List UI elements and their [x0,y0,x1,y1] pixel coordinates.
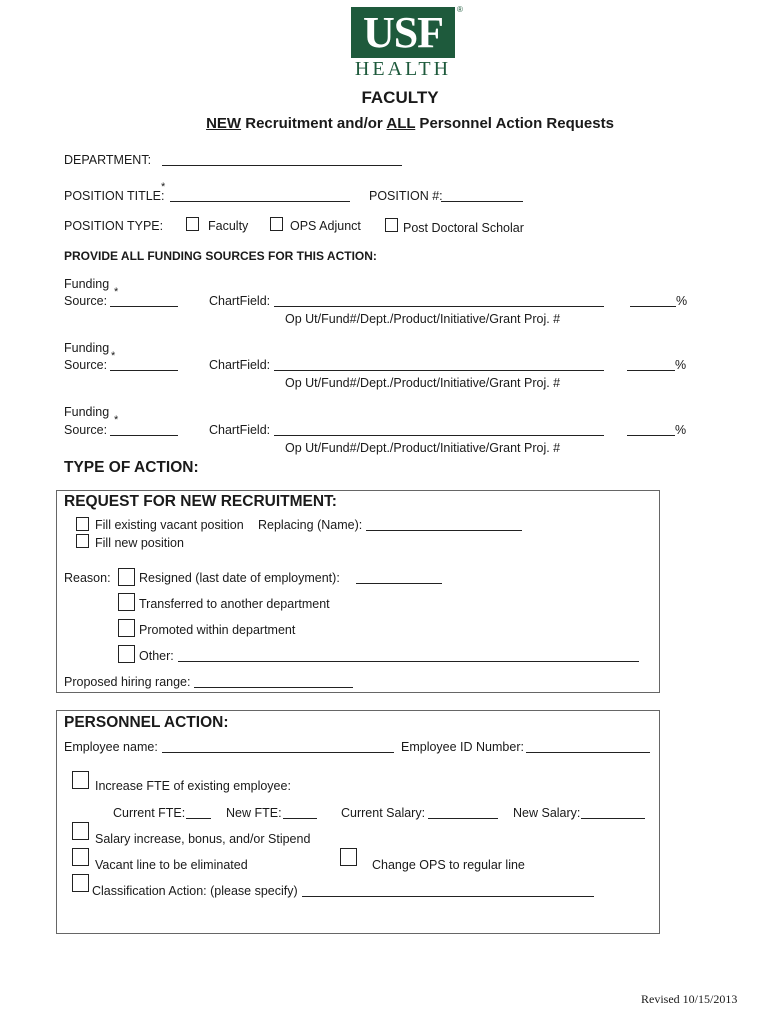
funding-source-field-2[interactable] [110,370,178,371]
chartfield-hint-2: Op Ut/Fund#/Dept./Product/Initiative/Grant Proj. # [285,376,561,390]
chartfield-field-1[interactable] [274,306,604,307]
funding-heading: PROVIDE ALL FUNDING SOURCES FOR THIS ACTION: [64,249,377,263]
current-fte-field[interactable] [186,818,211,819]
required-asterisk: * [114,414,119,426]
recruitment-heading: REQUEST FOR NEW RECRUITMENT: [64,493,337,510]
resigned-checkbox[interactable] [118,568,135,586]
transferred-label: Transferred to another department [139,597,330,611]
classification-checkbox[interactable] [72,874,89,892]
percent-field-1[interactable] [630,306,676,307]
percent-field-2[interactable] [627,370,675,371]
chartfield-hint-1: Op Ut/Fund#/Dept./Product/Initiative/Grant Proj. # [285,312,561,326]
position-number-label: POSITION #: [369,189,443,203]
new-fte-field[interactable] [283,818,317,819]
source-label-1: Source: [64,294,108,308]
resigned-label: Resigned (last date of employment): [139,571,340,585]
change-ops-checkbox[interactable] [340,848,357,866]
change-ops-label: Change OPS to regular line [372,858,525,872]
hiring-range-field[interactable] [194,687,353,688]
fill-existing-checkbox[interactable] [76,517,89,531]
revised-date: Revised 10/15/2013 [641,992,738,1006]
classification-label: Classification Action: (please specify) [92,884,298,898]
funding-source-field-1[interactable] [110,306,178,307]
postdoc-checkbox[interactable] [385,218,398,232]
position-type-label: POSITION TYPE: [64,219,164,233]
position-title-field[interactable] [170,201,350,202]
logo-health-text: HEALTH [354,58,452,80]
faculty-checkbox[interactable] [186,217,199,231]
promoted-label: Promoted within department [139,623,296,637]
page-subtitle [0,115,770,132]
percent-sign-2: % [675,358,687,372]
replacing-label: Replacing (Name): [258,518,363,532]
faculty-label: Faculty [208,219,249,233]
ops-adjunct-label: OPS Adjunct [290,219,361,233]
increase-fte-checkbox[interactable] [72,771,89,789]
employee-id-field[interactable] [526,752,650,753]
salary-increase-label: Salary increase, bonus, and/or Stipend [95,832,311,846]
promoted-checkbox[interactable] [118,619,135,637]
required-asterisk: * [161,181,166,193]
other-label: Other: [139,649,174,663]
replacing-name-field[interactable] [366,530,522,531]
other-checkbox[interactable] [118,645,135,663]
vacant-line-checkbox[interactable] [72,848,89,866]
subtitle-new: NEW [206,115,242,132]
chartfield-field-3[interactable] [274,435,604,436]
new-fte-label: New FTE: [226,806,282,820]
current-salary-field[interactable] [428,818,498,819]
personnel-heading: PERSONNEL ACTION: [64,714,229,731]
chartfield-label-3: ChartField: [209,423,271,437]
percent-field-3[interactable] [627,435,675,436]
hiring-range-label: Proposed hiring range: [64,675,191,689]
current-fte-label: Current FTE: [113,806,186,820]
ops-adjunct-checkbox[interactable] [270,217,283,231]
percent-sign-1: % [676,294,688,308]
other-reason-field[interactable] [178,661,639,662]
fill-new-label: Fill new position [95,536,184,550]
reason-label: Reason: [64,571,111,585]
last-employment-date-field[interactable] [356,583,442,584]
funding-label-1: Funding [64,277,110,291]
salary-increase-checkbox[interactable] [72,822,89,840]
required-asterisk: * [111,350,116,362]
employee-name-label: Employee name: [64,740,158,754]
classification-field[interactable] [302,896,594,897]
fill-new-checkbox[interactable] [76,534,89,548]
type-of-action-heading: TYPE OF ACTION: [64,459,199,476]
page-title: FACULTY [361,88,439,107]
percent-sign-3: % [675,423,687,437]
department-label: DEPARTMENT: [64,153,152,167]
employee-id-label: Employee ID Number: [401,740,524,754]
chartfield-label-2: ChartField: [209,358,271,372]
chartfield-hint-3: Op Ut/Fund#/Dept./Product/Initiative/Grant Proj. # [285,441,561,455]
source-label-3: Source: [64,423,108,437]
position-title-label: POSITION TITLE: [64,189,165,203]
subtitle-all: ALL [386,115,416,132]
chartfield-field-2[interactable] [274,370,604,371]
chartfield-label-1: ChartField: [209,294,271,308]
current-salary-label: Current Salary: [341,806,426,820]
subtitle-text-1: Recruitment and/or [241,115,387,132]
funding-label-3: Funding [64,405,110,419]
funding-label-2: Funding [64,341,110,355]
new-salary-label: New Salary: [513,806,581,820]
postdoc-label: Post Doctoral Scholar [403,221,524,235]
increase-fte-label: Increase FTE of existing employee: [95,779,291,793]
new-salary-field[interactable] [581,818,645,819]
subtitle-text-2: Personnel Action Requests [415,115,614,132]
fill-existing-label: Fill existing vacant position [95,518,244,532]
registered-mark: ® [457,5,463,14]
usf-logo: USF [351,7,455,58]
required-asterisk: * [114,286,119,298]
position-number-field[interactable] [441,201,523,202]
transferred-checkbox[interactable] [118,593,135,611]
funding-source-field-3[interactable] [110,435,178,436]
department-field[interactable] [162,165,402,166]
source-label-2: Source: [64,358,108,372]
employee-name-field[interactable] [162,752,394,753]
vacant-line-label: Vacant line to be eliminated [95,858,248,872]
